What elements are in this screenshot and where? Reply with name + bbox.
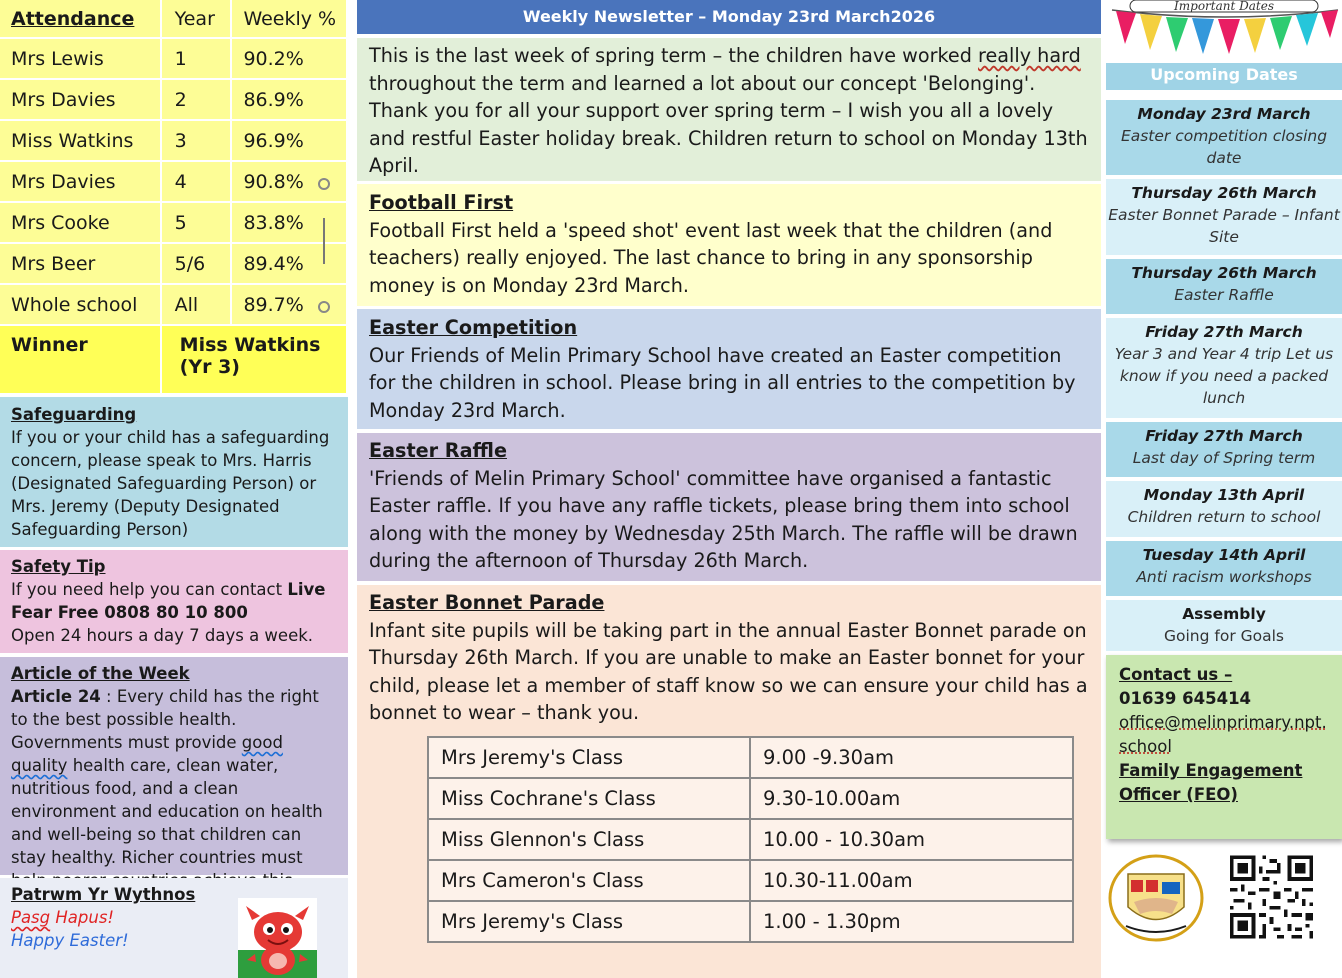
contact-role: Family Engagement Officer (FEO): [1119, 761, 1303, 804]
time-cell: 10.00 - 10.30am: [750, 819, 1073, 860]
winner-label: Winner: [0, 325, 161, 394]
raffle-title: Easter Raffle: [369, 439, 507, 462]
football-box: [357, 184, 1101, 306]
date-label: Thursday 26th March: [1131, 184, 1317, 202]
attendance-row: [0, 161, 347, 202]
article-of-week-box: [0, 657, 348, 875]
date-label: Friday 27th March: [1145, 323, 1303, 341]
class-cell: Mrs Cameron's Class: [428, 860, 750, 901]
time-cell: 10.30-11.00am: [750, 860, 1073, 901]
teacher-cell: Mrs Beer: [0, 243, 161, 284]
raffle-box: [357, 433, 1101, 581]
percent-cell: 90.8%: [243, 170, 304, 193]
connector-line-icon: [323, 244, 325, 264]
date-event: Easter competition closing date: [1120, 127, 1328, 167]
table-row: [428, 901, 1073, 942]
percent-cell: 90.2%: [231, 38, 347, 79]
helpline-contact: Live Fear Free 0808 80 10 800: [11, 580, 326, 622]
class-cell: Mrs Jeremy's Class: [428, 901, 750, 942]
article-title: Article of the Week: [11, 664, 190, 683]
date-item: [1106, 481, 1342, 539]
upcoming-dates-heading: Upcoming Dates: [1106, 63, 1342, 90]
newsletter-banner: Weekly Newsletter – Monday 23rd March2026: [357, 0, 1101, 34]
date-event: Children return to school: [1127, 508, 1321, 526]
contact-phone[interactable]: 01639 645414: [1119, 689, 1252, 708]
shape-handle-icon[interactable]: [318, 178, 330, 190]
class-cell: Miss Glennon's Class: [428, 819, 750, 860]
year-header: Year: [161, 0, 232, 38]
welsh-dragon-image: [238, 898, 317, 978]
attendance-row: [0, 202, 347, 243]
competition-title: Easter Competition: [369, 316, 578, 339]
date-label: Tuesday 14th April: [1142, 546, 1306, 564]
patrwm-title: Patrwm Yr Wythnos: [11, 885, 196, 904]
class-cell: Miss Cochrane's Class: [428, 778, 750, 819]
table-row: [428, 778, 1073, 819]
attendance-row: [0, 120, 347, 161]
time-cell: 1.00 - 1.30pm: [750, 901, 1073, 942]
percent-cell: 96.9%: [231, 120, 347, 161]
date-event: Year 3 and Year 4 trip Let us know if you need a packed lunch: [1114, 345, 1334, 407]
intro-text: This is the last week of spring term – the children have worked: [369, 44, 979, 67]
attendance-row: [0, 79, 347, 120]
bunting-title: Important Dates: [1174, 0, 1274, 13]
class-cell: Mrs Jeremy's Class: [428, 737, 750, 778]
article-wavy-text: good quality: [11, 733, 283, 775]
time-cell: 9.30-10.00am: [750, 778, 1073, 819]
football-text: Football First held a 'speed shot' event last week that the children (and teachers) really enjoyed. The last chance to bring in any sponsorship money is on Monday 23rd March.: [369, 218, 1053, 297]
attendance-header: Attendance: [11, 7, 135, 30]
date-event: Anti racism workshops: [1136, 568, 1312, 586]
attendance-row: [0, 243, 347, 284]
football-title: Football First: [369, 191, 514, 214]
safety-tip-box: [0, 550, 348, 653]
shape-handle-icon[interactable]: [318, 301, 330, 313]
bonnet-title: Easter Bonnet Parade: [369, 591, 605, 614]
welsh-greeting: Hapus!: [50, 908, 115, 927]
year-cell: 4: [161, 161, 232, 202]
table-row: [428, 860, 1073, 901]
year-cell: 2: [161, 79, 232, 120]
safeguarding-box: [0, 397, 348, 547]
article-text: : Every child has the right to the best possible health. Governments must provide: [11, 687, 319, 752]
date-label: Assembly: [1182, 605, 1266, 623]
safeguarding-title: Safeguarding: [11, 405, 137, 424]
safeguarding-text: If you or your child has a safeguarding concern, please speak to Mrs. Harris (Designated Safeguarding Person) or Mrs. Jeremy (Deputy Designated Safeguarding Person): [11, 428, 330, 539]
teacher-cell: Mrs Cooke: [0, 202, 161, 243]
english-greeting: Happy Easter!: [11, 931, 129, 950]
bonnet-schedule-table: [427, 736, 1074, 943]
teacher-cell: Mrs Davies: [0, 161, 161, 202]
bunting-banner-image: [1108, 0, 1342, 62]
date-item: [1106, 179, 1342, 257]
date-event: Easter Raffle: [1174, 286, 1274, 304]
teacher-cell: Mrs Davies: [0, 79, 161, 120]
attendance-row: [0, 284, 347, 325]
date-event: Easter Bonnet Parade – Infant Site: [1108, 206, 1340, 246]
school-logo-image: [1106, 852, 1206, 942]
attendance-table: [0, 0, 348, 395]
date-label: Monday 23rd March: [1137, 105, 1311, 123]
contact-title: Contact us –: [1119, 665, 1233, 684]
year-cell: 5/6: [161, 243, 232, 284]
percent-cell: 89.4%: [243, 252, 304, 275]
year-cell: 5: [161, 202, 232, 243]
raffle-text: 'Friends of Melin Primary School' committee have organised a fantastic Easter raffle. If you have any raffle tickets, please bring them into school along with the money by Wednesday 25th March. The raffle will be drawn during the afternoon of Thursday 26th March.: [369, 466, 1078, 572]
date-label: Monday 13th April: [1143, 486, 1305, 504]
year-cell: All: [161, 284, 232, 325]
date-label: Friday 27th March: [1145, 427, 1303, 445]
connector-line-icon: [323, 218, 325, 244]
date-item: [1106, 318, 1342, 420]
bonnet-text: Infant site pupils will be taking part in the annual Easter Bonnet parade on Thursday 26th March. If you are unable to make an Easter bonnet for your child, please let a member of staff know so we can ensure your child has a bonnet to wear – thank you.: [369, 618, 1088, 724]
contact-email[interactable]: office@melinprimary.npt.school: [1119, 713, 1327, 756]
percent-cell: 89.7%: [243, 293, 304, 316]
competition-text: Our Friends of Melin Primary School have created an Easter competition for the children in school. Please bring in all entries to the competition by Monday 23rd March.: [369, 343, 1076, 422]
winner-name: Miss Watkins: [179, 334, 321, 356]
date-item: [1106, 600, 1342, 653]
year-cell: 3: [161, 120, 232, 161]
percent-cell: 86.9%: [231, 79, 347, 120]
date-label: Thursday 26th March: [1131, 264, 1317, 282]
attendance-header-row: [0, 0, 347, 38]
safety-tip-text: If you need help you can contact: [11, 580, 288, 599]
welsh-word: Pasg: [11, 908, 51, 927]
intro-thanks: Thank you for all your support over spring term – I wish you all a lovely and restful Easter holiday break. Children return to school on Monday 13th April.: [369, 99, 1088, 177]
date-item: [1106, 422, 1342, 479]
safety-tip-title: Safety Tip: [11, 557, 106, 576]
winner-year: (Yr 3): [179, 356, 240, 378]
contact-box: [1106, 655, 1342, 839]
table-row: [428, 737, 1073, 778]
time-cell: 9.00 -9.30am: [750, 737, 1073, 778]
winner-row: [0, 325, 347, 394]
safety-tip-hours: Open 24 hours a day 7 days a week.: [11, 626, 314, 645]
teacher-cell: Miss Watkins: [0, 120, 161, 161]
year-cell: 1: [161, 38, 232, 79]
date-item: [1106, 259, 1342, 316]
intro-box: [357, 38, 1101, 181]
qr-code-image: [1224, 852, 1319, 942]
attendance-row: [0, 38, 347, 79]
date-event: Last day of Spring term: [1132, 449, 1316, 467]
intro-text-end: throughout the term and learned a lot about our concept 'Belonging'.: [369, 71, 1036, 95]
teacher-cell: Whole school: [0, 284, 161, 325]
intro-wavy-text: really hard: [978, 44, 1081, 67]
date-item: [1106, 541, 1342, 598]
competition-box: [357, 309, 1101, 429]
table-row: [428, 819, 1073, 860]
article-text-end: health care, clean water, nutritious food, and a clean environment and education on health and well-being so that children can stay healthy. Richer countries must: [11, 756, 323, 867]
date-item: [1106, 100, 1342, 177]
weekly-percent-header: Weekly %: [231, 0, 347, 38]
article-label: Article 24: [11, 687, 101, 706]
teacher-cell: Mrs Lewis: [0, 38, 161, 79]
date-event: Going for Goals: [1163, 627, 1284, 645]
percent-cell: 83.8%: [243, 211, 304, 234]
